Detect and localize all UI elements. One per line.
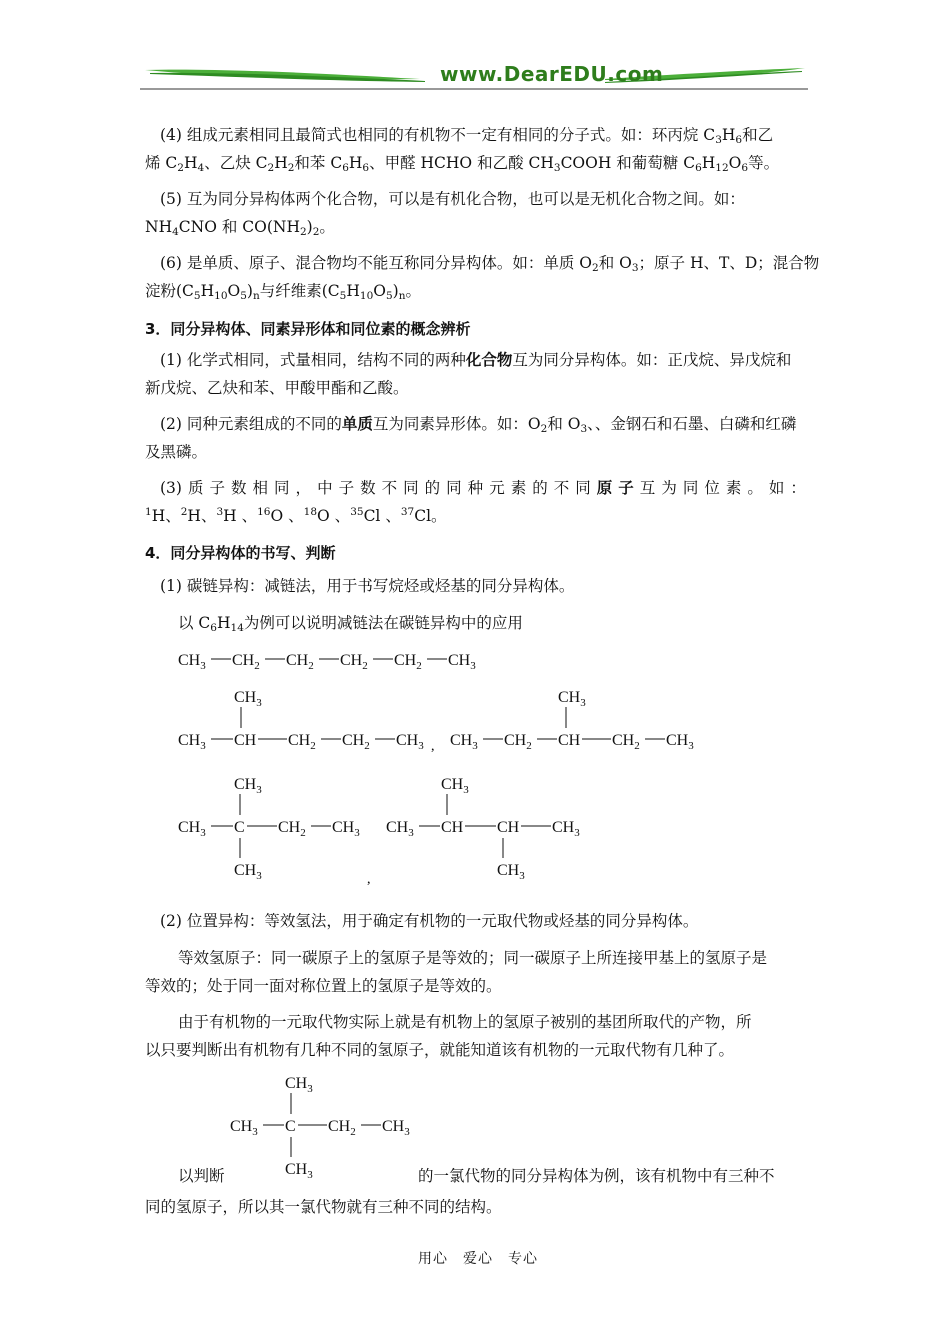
formula-group: $CH_2$ — [278, 819, 306, 839]
para-3-3-char: 质 — [187, 479, 204, 497]
formula-group: $CH_3$ — [178, 819, 206, 839]
formula-branch-ch3: $CH_3$ — [558, 689, 586, 709]
para-3-3-char: 的 — [532, 479, 548, 497]
para-3-3-char: 数 — [360, 479, 376, 497]
para-3-3-char: 同 — [274, 479, 290, 497]
para-6-line2: 淀粉$(C_5H_{10}O_5)_n$与纤维素$(C_5H_{10}O_5)_n$。 — [145, 282, 422, 302]
formula-group: $CH_2$ — [232, 652, 260, 672]
para-last-b: 的一氯代物的同分异构体为例，该有机物中有三种不 — [418, 1167, 775, 1185]
para-last-a: 以判断 — [178, 1167, 225, 1185]
heading-4: 4．同分异构体的书写、判断 — [145, 544, 336, 562]
para-3-2-line1: (2) 同种元素组成的不同的单质互为同素异形体。如：$O_2$和 $O_3$、、金钢石和石墨、白磷和红磷 — [160, 414, 797, 435]
formula-group: CH — [558, 732, 581, 749]
formula-group: $CH_3$ — [382, 1118, 410, 1138]
formula-group: $CH_3$ — [230, 1118, 258, 1138]
para-3-3-char: 。 — [747, 479, 763, 497]
para-3-3-char: 不 — [553, 479, 570, 497]
isotope-mass: 2 — [180, 506, 188, 518]
para-3-1-line1: (1) 化学式相同，式量相同，结构不同的两种化合物互为同分异构体。如：正戊烷、异戊烷和 — [160, 350, 792, 369]
para-3-3-char: ， — [295, 479, 312, 497]
formula-group: $CH_2$ — [328, 1118, 356, 1138]
isotope-symbol: O — [317, 507, 330, 525]
para-4-1b: 以 $C_6H_{14}$为例可以说明减链法在碳链异构中的应用 — [178, 614, 523, 634]
formula-group: $CH_3$ — [332, 819, 360, 839]
para-3-3-char: 子 — [618, 478, 634, 497]
isotope-mass: 35 — [350, 506, 364, 518]
isotope-symbol: O — [270, 507, 284, 525]
isotope-mass: 37 — [400, 506, 415, 518]
para-3-3-char: 同 — [403, 479, 419, 497]
formula-group: C — [234, 819, 245, 836]
para-3-3-char: 数 — [231, 479, 247, 497]
isotope-mass: 1 — [145, 506, 152, 518]
para-5-line1: (5) 互为同分异构体两个化合物，可以是有机化合物，也可以是无机化合物之间。如： — [160, 190, 745, 208]
para-3-3-char: 原 — [596, 478, 613, 497]
formula-group: $CH_3$ — [552, 819, 580, 839]
para-3-3-char: 的 — [424, 479, 441, 497]
para-sub-line1: 由于有机物的一元取代物实际上就是有机物上的氢原子被别的基团所取代的产物，所 — [178, 1013, 752, 1031]
isotope-symbol: Cl — [414, 507, 432, 525]
formula-branch-ch3: $CH_3$ — [234, 776, 262, 796]
formula-group: $CH_2$ — [288, 732, 316, 752]
para-sub-line2: 以只要判断出有机物有几种不同的氢原子，就能知道该有机物的一元取代物有几种了。 — [145, 1041, 735, 1059]
para-3-3-char: (3) — [160, 479, 182, 497]
para-3-3-char: 元 — [489, 479, 505, 497]
para-3-3-char: 同 — [446, 479, 462, 497]
para-3-3-char: 子 — [209, 479, 225, 497]
formula-branch-ch3: $CH_3$ — [285, 1075, 313, 1095]
para-3-3-char: 不 — [381, 479, 398, 497]
para-3-3-char: 同 — [682, 479, 699, 497]
formula-branch-ch3: $CH_3$ — [441, 776, 469, 796]
formula-group: C — [285, 1118, 296, 1135]
para-3-3-char: 中 — [317, 479, 333, 497]
formula-group: $CH_2$ — [342, 732, 370, 752]
formula-group: CH — [441, 819, 464, 836]
para-3-1-line2: 新戊烷、乙炔和苯、甲酸甲酯和乙酸。 — [145, 379, 409, 397]
para-3-2-line2: 及黑磷。 — [145, 443, 208, 461]
para-3-3-char: 为 — [661, 479, 677, 497]
para-3-3-char: 位 — [704, 479, 720, 497]
para-3-3-char: ： — [790, 479, 806, 497]
formula-group: $CH_3$ — [666, 732, 694, 752]
para-3-3-char: 子 — [338, 479, 355, 497]
formula-group: $CH_2$ — [504, 732, 532, 752]
para-3-3-char: 如 — [768, 479, 785, 497]
formula-group: $CH_3$ — [178, 652, 206, 672]
header-banner — [140, 62, 810, 92]
para-4-2: (2) 位置异构：等效氢法，用于确定有机物的一元取代物或烃基的同分异构体。 — [160, 912, 699, 930]
formula-group: $CH_3$ — [448, 652, 476, 672]
heading-3: 3．同分异构体、同素异形体和同位素的概念辨析 — [145, 320, 471, 338]
para-3-3-char: 互 — [639, 479, 656, 497]
para-4-1: (1) 碳链异构：减链法，用于书写烷烃或烃基的同分异构体。 — [160, 577, 575, 595]
formula-group: $CH_3$ — [386, 819, 414, 839]
formula-group: $CH_2$ — [394, 652, 422, 672]
formula-branch-ch3: $CH_3$ — [285, 1161, 313, 1181]
para-eq-line1: 等效氢原子：同一碳原子上的氢原子是等效的；同一碳原子上所连接甲基上的氢原子是 — [178, 949, 768, 967]
para-eq-line2: 等效的；处于同一面对称位置上的氢原子是等效的。 — [145, 977, 502, 995]
isotope-symbol: H — [223, 507, 237, 525]
formula-group: $CH_3$ — [178, 732, 206, 752]
isotope-mass: 16 — [257, 506, 271, 518]
isotope-mass: 3 — [216, 506, 224, 518]
para-4-line1: (4) 组成元素相同且最简式也相同的有机物不一定有相同的分子式。如：环丙烷 $C_3H_6$和乙 — [160, 126, 774, 146]
formula-group: CH — [234, 732, 257, 749]
para-3-3-char: 相 — [252, 479, 269, 497]
para-last-line2: 同的氢原子，所以其一氯代物就有三种不同的结构。 — [145, 1198, 502, 1216]
para-3-3-line1 — [160, 474, 806, 502]
para-4-line2: 烯 $C_2H_4$、乙炔 $C_2H_2$和苯 $C_6H_6$、甲醛 HCHO 和乙酸 $CH_3COOH$ 和葡萄糖 $C_6H_{12}O_6$等。 — [145, 154, 780, 174]
isotope-symbol: Cl — [363, 507, 381, 525]
header-logo: www.DearEDU.com — [440, 62, 664, 86]
isotope-mass: 18 — [303, 506, 318, 518]
isotope-symbol: H — [187, 507, 201, 525]
para-3-3-char: 素 — [725, 479, 742, 497]
footer: 用心 爱心 专心 — [418, 1251, 538, 1267]
formula-branch-ch3: $CH_3$ — [234, 689, 262, 709]
formula-comma: , — [431, 739, 435, 754]
isotope-symbol: H — [151, 507, 166, 525]
para-3-3-line2: $^1$H、$^2$H、$^3$H 、$^{16}$O 、$^{18}$O 、$^{35}$Cl 、$^{37}$Cl。 — [145, 506, 447, 525]
para-3-3-char: 同 — [575, 479, 591, 497]
formula-group: $CH_3$ — [396, 732, 424, 752]
formula-branch-ch3: $CH_3$ — [497, 862, 525, 882]
para-6-line1: (6) 是单质、原子、混合物均不能互称同分异构体。如：单质 $O_2$和 $O_3$；原子 H、T、D；混合物 — [160, 254, 820, 274]
para-3-3-char: 素 — [510, 479, 527, 497]
formula-group: $CH_3$ — [450, 732, 478, 752]
para-3-3-char: 种 — [467, 479, 484, 497]
formula-group: CH — [497, 819, 520, 836]
para-5-line2: $NH_4CNO$ 和 $CO(NH_2)_2$。 — [145, 218, 335, 238]
formula-group: $CH_2$ — [286, 652, 314, 672]
formula-comma: , — [367, 872, 371, 887]
formula-group: $CH_2$ — [340, 652, 368, 672]
formula-branch-ch3: $CH_3$ — [234, 862, 262, 882]
formula-group: $CH_2$ — [612, 732, 640, 752]
